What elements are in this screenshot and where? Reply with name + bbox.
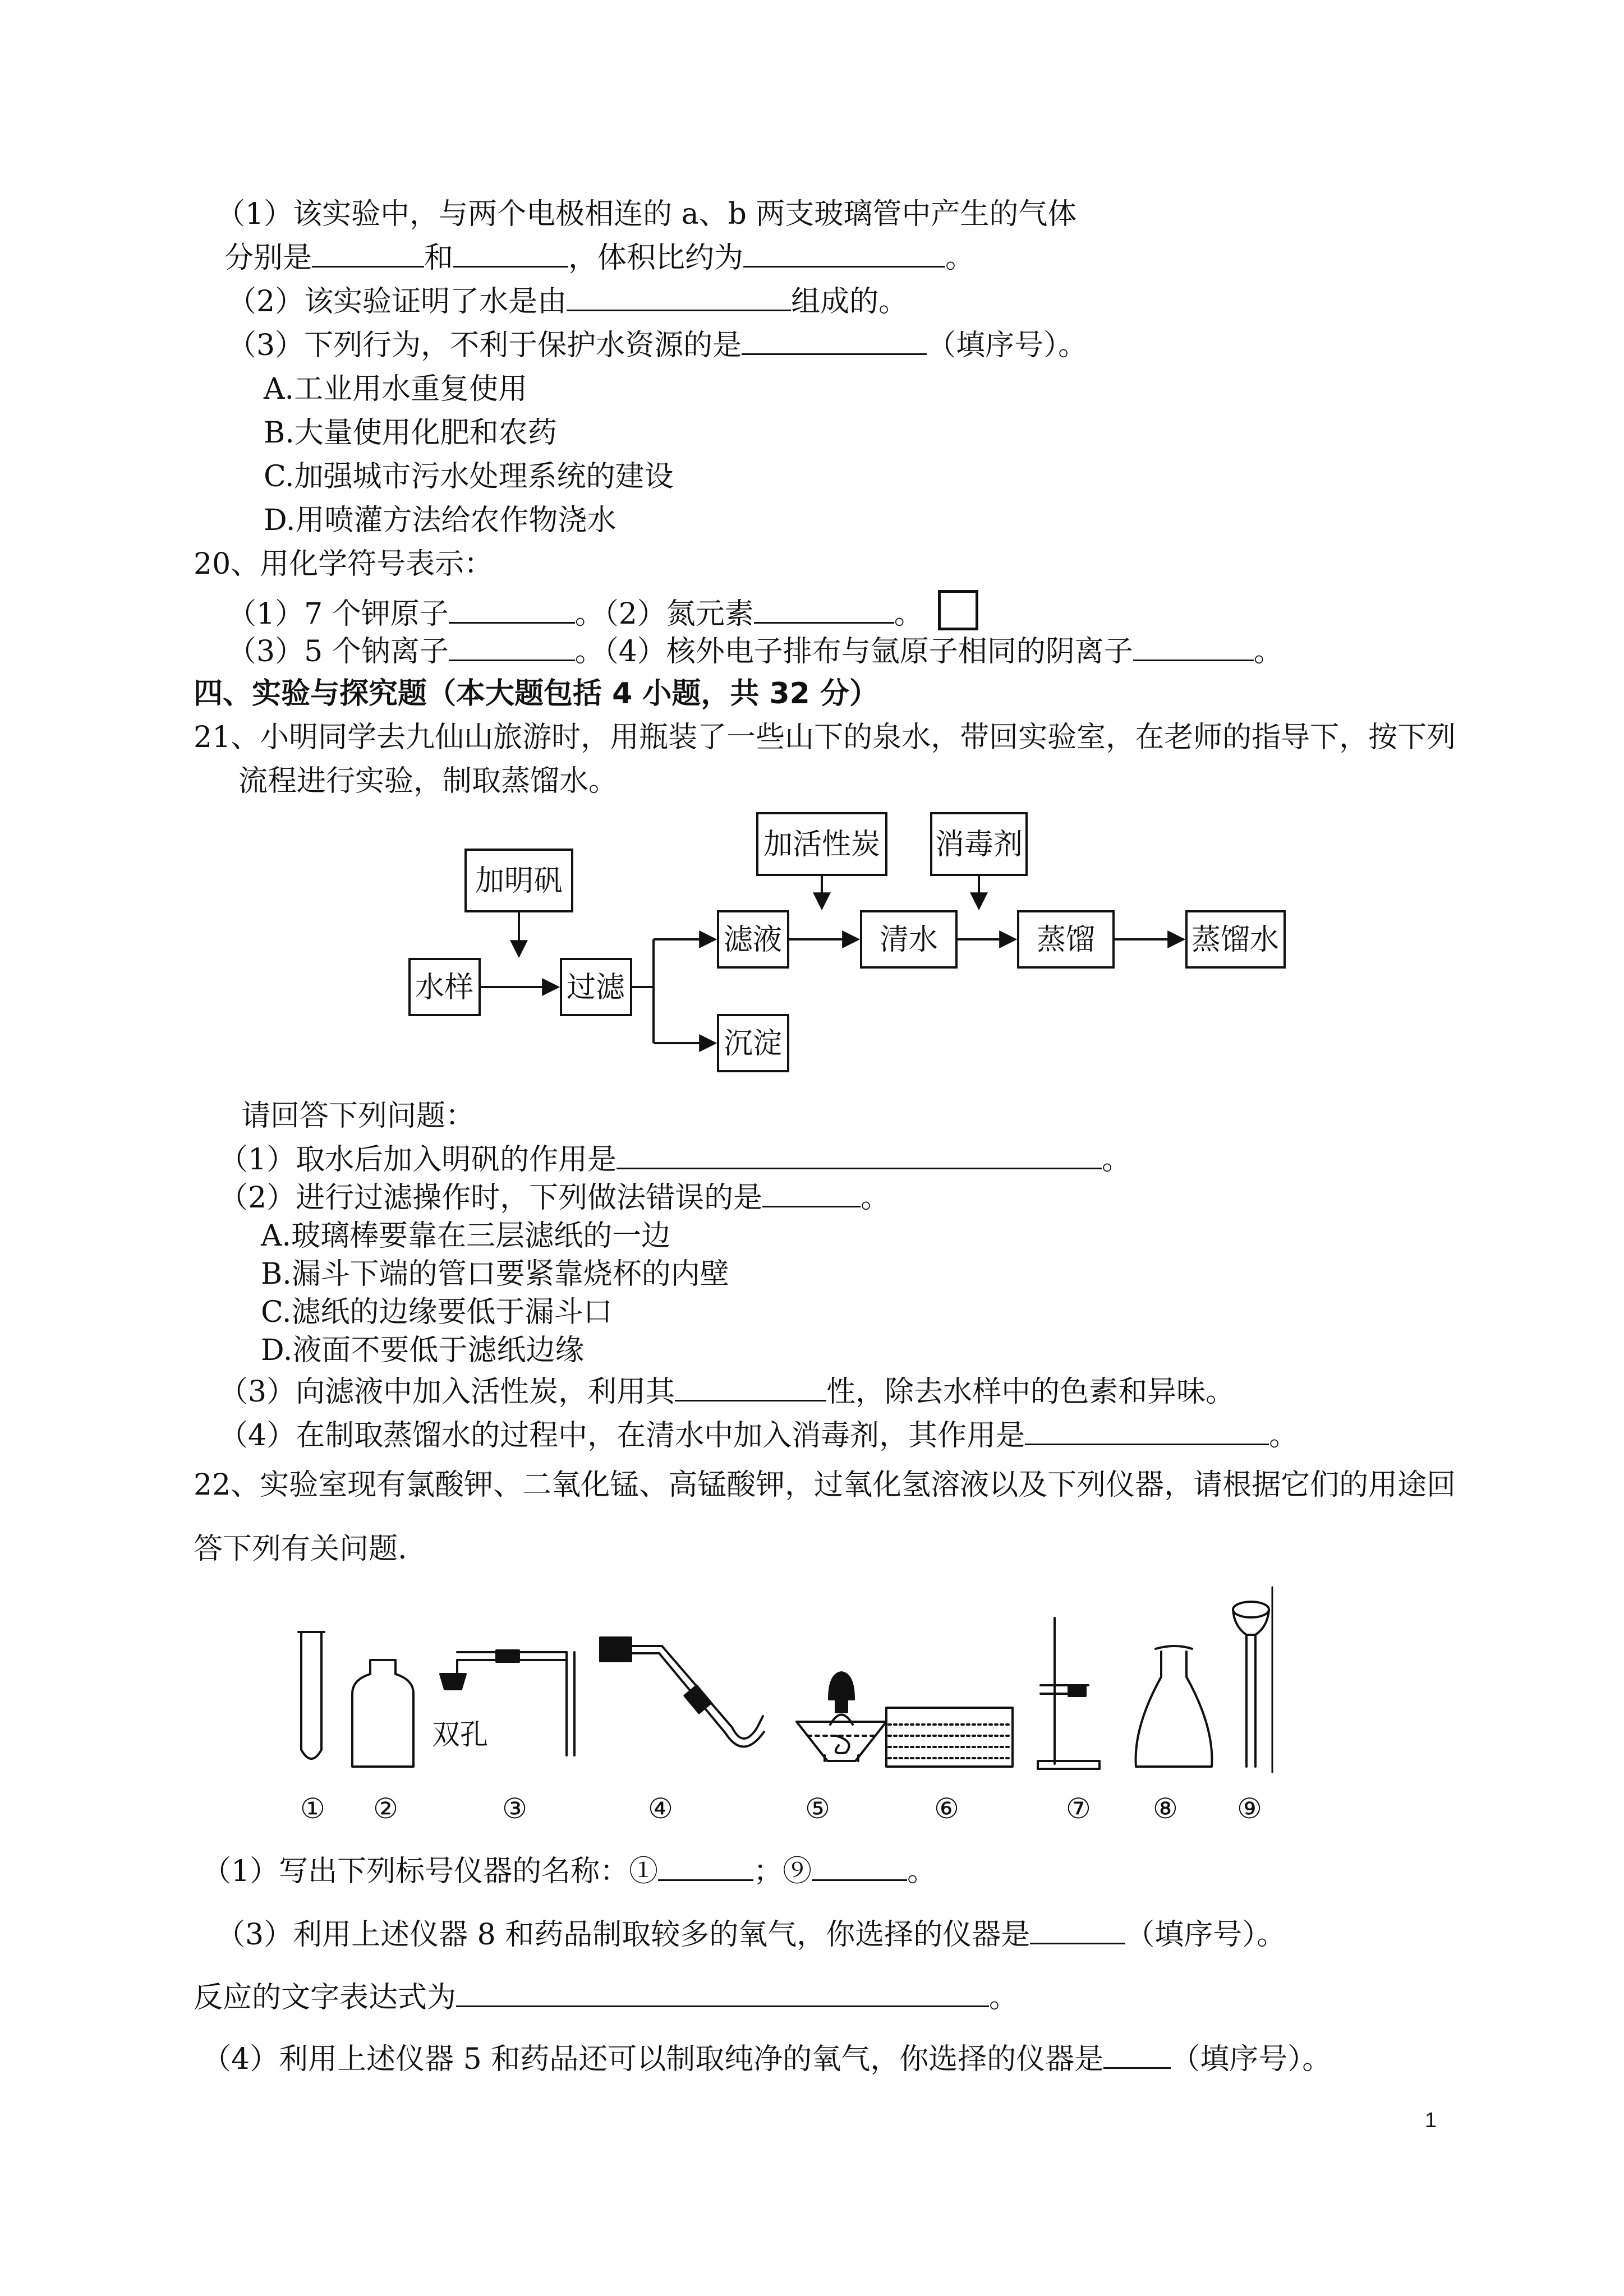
- water-trough-icon: [886, 1708, 1013, 1767]
- text: 反应的文字表达式为: [194, 1981, 457, 2014]
- gas-jar-icon: [352, 1660, 413, 1767]
- text: 。（2）氮元素: [574, 597, 754, 631]
- apparatus-label-8: ⑧: [1153, 1792, 1178, 1825]
- text: 性，除去水样中的色素和异味。: [826, 1375, 1235, 1409]
- text: 。: [907, 1855, 937, 1888]
- q19-part1-line1: （1）该实验中，与两个电极相连的 a、b 两支玻璃管中产生的气体: [216, 197, 1077, 231]
- q21-option-c: C.滤纸的边缘要低于漏斗口: [261, 1295, 613, 1329]
- flow-label-distilled: 蒸馏水: [1191, 923, 1280, 957]
- text: （填序号）。: [1171, 2043, 1332, 2076]
- apparatus-label-2: ②: [373, 1792, 398, 1825]
- alcohol-lamp-icon: [797, 1672, 886, 1761]
- text: 。: [945, 241, 975, 275]
- answer-blank-apparatus-9[interactable]: [812, 1854, 907, 1881]
- q21-prompt: 请回答下列问题：: [241, 1099, 475, 1133]
- text: （填序号）。: [927, 329, 1088, 362]
- text: （3）利用上述仪器 8 和药品制取较多的氧气，你选择的仪器是: [216, 1918, 1030, 1952]
- q19-option-b: B.大量使用化肥和农药: [264, 416, 557, 450]
- text: （4）利用上述仪器 5 和药品还可以制取纯净的氧气，你选择的仪器是: [202, 2043, 1104, 2076]
- apparatus-label-6: ⑥: [934, 1792, 959, 1825]
- q21-line2: 流程进行实验，制取蒸馏水。: [238, 764, 618, 798]
- flow-label-clear: 清水: [879, 923, 938, 957]
- text: ，体积比约为: [568, 241, 744, 275]
- apparatus-label-4: ④: [648, 1792, 673, 1825]
- apparatus-label-9: ⑨: [1237, 1792, 1262, 1825]
- flow-label-disinfectant: 消毒剂: [935, 828, 1023, 861]
- text: 。: [894, 597, 923, 631]
- text: （2）该实验证明了水是由: [227, 285, 567, 319]
- q20-title: 20、用化学符号表示：: [194, 547, 494, 581]
- test-tube-icon: [298, 1632, 324, 1759]
- q21-option-a: A.玻璃棒要靠在三层滤纸的一边: [261, 1219, 671, 1253]
- answer-blank-word-equation[interactable]: [456, 1980, 989, 2007]
- answer-blank-pure-oxygen-apparatus[interactable]: [1103, 2041, 1171, 2069]
- flow-label-alum: 加明矾: [475, 864, 563, 898]
- q22-line1: 22、实验室现有氯酸钾、二氧化锰、高锰酸钾，过氧化氢溶液以及下列仪器，请根据它们的用途回: [194, 1468, 1456, 1502]
- answer-blank-apparatus-1[interactable]: [658, 1854, 753, 1881]
- page-number: 1: [1425, 2109, 1437, 2132]
- text: 。: [1253, 635, 1283, 668]
- text: （2）进行过滤操作时，下列做法错误的是: [219, 1181, 763, 1215]
- text: （4）在制取蒸馏水的过程中，在清水中加入消毒剂，其作用是: [219, 1419, 1025, 1453]
- text: （3）向滤液中加入活性炭，利用其: [219, 1375, 675, 1409]
- flow-label-carbon: 加活性炭: [763, 828, 881, 861]
- section4-title: 四、实验与探究题（本大题包括 4 小题，共 32 分）: [194, 677, 878, 711]
- text: （填序号）。: [1125, 1918, 1286, 1952]
- flow-label-distill: 蒸馏: [1036, 923, 1096, 957]
- iron-stand-icon: [1038, 1618, 1099, 1769]
- flow-label-filter: 过滤: [566, 971, 625, 1004]
- answer-blank-apparatus-choice[interactable]: [1030, 1917, 1125, 1944]
- long-neck-funnel-icon: [1233, 1602, 1269, 1767]
- text: （1）7 个钾原子: [227, 597, 449, 631]
- text: 。: [1102, 1143, 1131, 1177]
- q21-line1: 21、小明同学去九仙山旅游时，用瓶装了一些山下的泉水，带回实验室，在老师的指导下，按下列: [194, 721, 1456, 754]
- q19-option-d: D.用喷灌方法给农作物浇水: [264, 504, 617, 537]
- conical-flask-icon: [1136, 1646, 1212, 1767]
- q21-option-b: B.漏斗下端的管口要紧靠烧杯的内壁: [261, 1257, 729, 1291]
- q19-option-c: C.加强城市污水处理系统的建设: [264, 460, 674, 494]
- q22-part3: [216, 1917, 1286, 1953]
- q22-part4: [202, 2041, 1331, 2077]
- stopper-label: 双孔: [432, 1718, 488, 1751]
- q22-line2: 答下列有关问题.: [194, 1532, 407, 1566]
- q21-option-d: D.液面不要低于滤纸边缘: [261, 1334, 585, 1367]
- text: （1）取水后加入明矾的作用是: [219, 1143, 617, 1177]
- text: ；⑨: [753, 1855, 812, 1888]
- text: 。（4）核外电子排布与氩原子相同的阴离子: [574, 635, 1133, 668]
- text: 组成的。: [791, 285, 908, 319]
- q19-option-a: A.工业用水重复使用: [264, 372, 528, 406]
- apparatus-label-7: ⑦: [1066, 1792, 1091, 1825]
- q22-part1: [202, 1854, 936, 1889]
- text: 。: [989, 1981, 1019, 2014]
- text: 和: [424, 241, 454, 275]
- flow-label-sample: 水样: [415, 971, 474, 1004]
- apparatus-label-5: ⑤: [805, 1792, 830, 1825]
- q22-part3-equation: [194, 1980, 1018, 2016]
- apparatus-label-1: ①: [300, 1792, 325, 1825]
- bent-delivery-tube-icon: [600, 1638, 764, 1747]
- text: （3）5 个钠离子: [227, 635, 449, 668]
- text: 。: [861, 1181, 890, 1215]
- text: （3）下列行为，不利于保护水资源的是: [227, 329, 742, 362]
- apparatus-label-3: ③: [502, 1792, 527, 1825]
- flow-label-filtrate: 滤液: [723, 923, 783, 957]
- text: 。: [1269, 1419, 1299, 1453]
- text: （1）写出下列标号仪器的名称：①: [202, 1855, 659, 1888]
- text: 分别是: [224, 241, 312, 275]
- flow-label-precipitate: 沉淀: [723, 1027, 783, 1061]
